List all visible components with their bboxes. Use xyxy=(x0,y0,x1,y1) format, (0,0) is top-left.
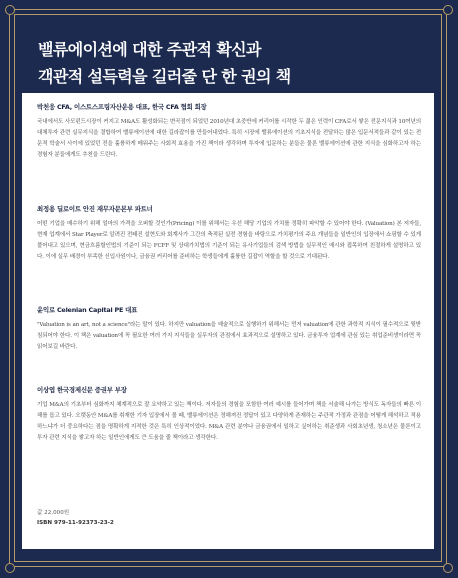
headline-line-2: 객관적 설득력을 길러줄 단 한 권의 책 xyxy=(38,67,291,86)
headline xyxy=(38,36,418,90)
review-text: 기업 M&A의 기초부터 심화까지 체계적으로 잘 요약하고 있는 책이다. 저자들의 경험을 포함한 여러 예시를 들어가며 책을 서술해 나가는 방식도 독자들의 빠른 이해를 돕고 있다. 오랫동안 M&A를 취재한 기자 입장에서 볼 때, 밸류에이션은 정해져진 정답이 있고 다양하게 존재하는 주관적 가정과 관점을 어떻게 해석하고 적용하느냐가 더 중요하다는 점을 명확하게 지적한 것은 특히 인상적이었다. M&A 관련 분야나 금융권에서 일하고 싶어하는 취준생과 사회초년생, 청소년은 물론이고 투자 관련 지식을 쌓고자 하는 일반인에게도 큰 도움을 줄 책이라고 생각한다. xyxy=(37,402,421,441)
review-text: 어떤 기업을 매수하기 위해 얼마의 가격을 오퍼할 것인가(Pricing) 이를 위해서는 우선 해당 기업의 가치를 정확히 파악할 수 있어야 한다. (Valuation) 본 저자들, 현재 업계에서 Star Player로 알려진 전태진 설현도와 회계사가 그간의 축적된 실전 경험을 바탕으로 가치평가의 주요 개념들을 일반인의 입장에서 쇼핑할 수 있게 풀어내고 있으며, 현금흐름할인법의 기준이 되는 FCFF 및 상대가치법의 기준이 되는 유사기업들의 검색 방법을 실무적인 예시와 접목하여 친절하게 설명하고 있다. 이에 실무 배경이 부족한 신입사원이나, 금융권 커리어를 준비하는 학생들에게 훌륭한 길잡이 역할을 할 것으로 기대된다. xyxy=(37,221,421,260)
review-panel xyxy=(22,93,434,549)
price-block xyxy=(37,508,114,528)
reviewer-name: 이상엽 한국경제신문 증권부 부장 xyxy=(37,386,127,394)
reviewer-name: 윤익로 Celenian Capital PE 대표 xyxy=(37,306,138,314)
price-label: 값 22,000원 xyxy=(37,510,70,516)
review-2 xyxy=(37,204,421,263)
corner-ornament-bottom-right xyxy=(443,563,453,573)
review-text: "Valuation is an art, not a science"라는 말이 있다. 하지만 valuation을 예술적으로 실행하기 위해서는 먼저 valuation에 관한 과학적 지식이 필수적으로 뒷받침되어야 한다. 이 책은 valuation에 꼭 필요한 여러 가지 지식들을 실무자의 관점에서 효과적으로 설명하고 있다. 금융투자 업계에 관심 있는 취업준비생이라면 꼭 읽어보길 바란다. xyxy=(37,322,421,350)
reviewer-name: 박천웅 CFA, 이스트스프링자산운용 대표, 한국 CFA 협회 회장 xyxy=(37,103,207,111)
corner-ornament-top-right xyxy=(443,5,453,15)
reviewer-name: 최정용 딜로이트 안진 재무자문본부 파트너 xyxy=(37,205,153,213)
review-text: 국내에서도 사모펀드시장이 커지고 M&A도 활성화되는 변곡점이 되었던 2010년대 초중반에 커리어를 시작한 두 젊은 인력이 CFA로서 쌓은 전문지식과 10여년의 대체투자 관련 실무지식을 결합하여 밸류에이션에 대한 길라잡이를 만들어내었다. 특히 시장에 밸류에이션의 기초지식을 전달하는 많은 입문서적들과 같이 있는 전문적 학술서 사이에 있었던 전을 훌륭하게 메워주는 사회적 효용을 가진 책이라 생각하며 투자에 입문하는 분들은 물론 밸류에이션에 관한 지식을 심화하고자 하는 경험자 분들에게도 추천을 드린다. xyxy=(37,119,421,158)
isbn-label: ISBN 979-11-92373-23-2 xyxy=(37,520,114,526)
review-4 xyxy=(37,385,421,444)
headline-line-1: 밸류에이션에 대한 주관적 확신과 xyxy=(38,40,261,59)
corner-ornament-bottom-left xyxy=(5,563,15,573)
review-3 xyxy=(37,305,421,353)
review-1 xyxy=(37,102,421,161)
corner-ornament-top-left xyxy=(5,5,15,15)
